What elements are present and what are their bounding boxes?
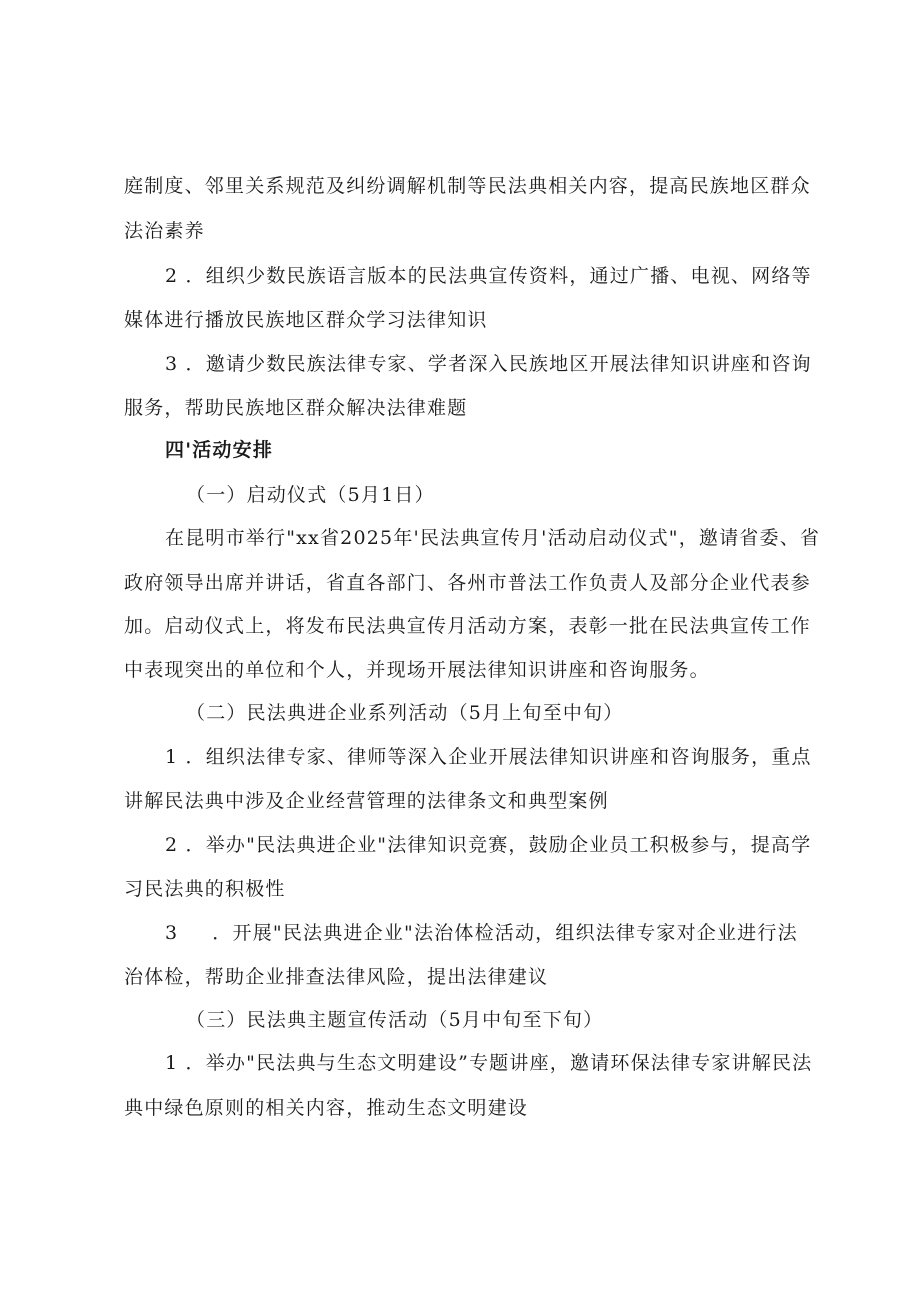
section-heading: 四'活动安排 bbox=[165, 439, 274, 461]
subsection-heading: （一）启动仪式（5月1日） bbox=[186, 484, 435, 506]
list-item-line: 3 ．邀请少数民族法律专家、学者深入民族地区开展法律知识讲座和咨询 bbox=[165, 353, 812, 375]
paragraph-line: 媒体进行播放民族地区群众学习法律知识 bbox=[124, 309, 488, 331]
paragraph-line: 庭制度、邻里关系规范及纠纷调解机制等民法典相关内容，提高民族地区群众 bbox=[124, 175, 811, 197]
paragraph-line: 法治素养 bbox=[124, 220, 205, 242]
list-item-line: 2 ．组织少数民族语言版本的民法典宣传资料，通过广播、电视、网络等 bbox=[165, 265, 812, 287]
paragraph-line: 在昆明市举行"xx省2025年'民法典宣传月'活动启动仪式"，邀请省委、省 bbox=[165, 527, 821, 549]
list-item-line: 1 ．举办"民法典与生态文明建设”专题讲座，邀请环保法律专家讲解民法 bbox=[165, 1052, 813, 1074]
paragraph-line: 典中绿色原则的相关内容，推动生态文明建设 bbox=[124, 1097, 529, 1119]
list-number: 3 bbox=[165, 922, 179, 944]
paragraph-line: 加。启动仪式上，将发布民法典宣传月活动方案，表彰一批在民法典宣传工作 bbox=[124, 615, 811, 637]
list-item-line: 1 ．组织法律专家、律师等深入企业开展法律知识讲座和咨询服务，重点 bbox=[165, 746, 812, 768]
subsection-heading: （二）民法典进企业系列活动（5月上旬至中旬） bbox=[186, 702, 624, 724]
paragraph-line: 习民法典的积极性 bbox=[124, 878, 286, 900]
paragraph-line: 中表现突出的单位和个人，并现场开展法律知识讲座和咨询服务。 bbox=[124, 659, 710, 681]
subsection-heading: （三）民法典主题宣传活动（5月中旬至下旬） bbox=[186, 1009, 604, 1031]
paragraph-line: 治体检，帮助企业排查法律风险，提出法律建议 bbox=[124, 966, 549, 988]
paragraph-line: 服务，帮助民族地区群众解决法律难题 bbox=[124, 397, 468, 419]
paragraph-line: 讲解民法典中涉及企业经营管理的法律条文和典型案例 bbox=[124, 790, 609, 812]
list-item-line: 2 ．举办"民法典进企业"法律知识竞赛，鼓励企业员工积极参与，提高学 bbox=[165, 834, 812, 856]
list-item-text: ．开展"民法典进企业"法治体检活动，组织法律专家对企业进行法 bbox=[212, 922, 798, 944]
list-item-line bbox=[165, 911, 845, 955]
paragraph-line: 政府领导出席并讲话，省直各部门、各州市普法工作负责人及部分企业代表参 bbox=[124, 572, 811, 594]
